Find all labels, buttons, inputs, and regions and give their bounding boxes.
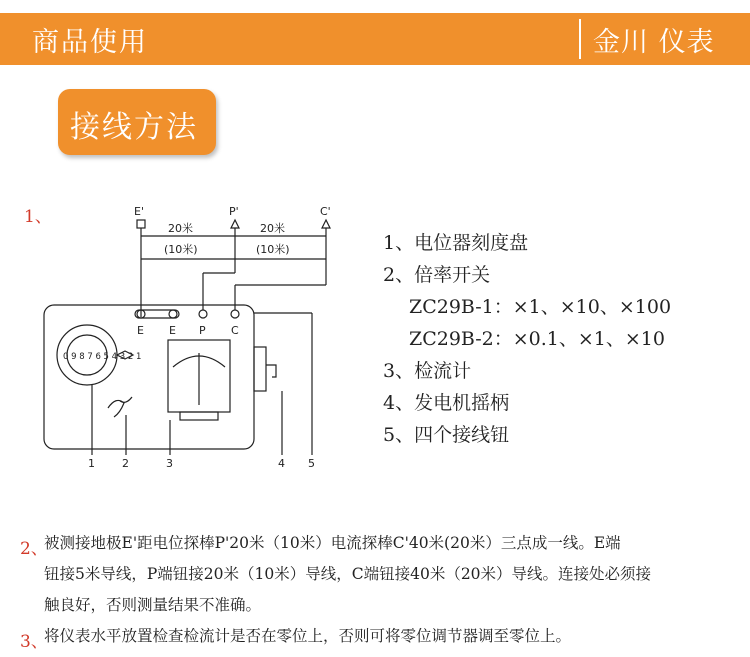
callout-4: 4 bbox=[278, 457, 285, 470]
header-title: 商品使用 bbox=[32, 27, 148, 58]
terminal-label-c: C bbox=[231, 324, 239, 337]
crank-handle bbox=[266, 365, 276, 377]
terminal-p bbox=[199, 310, 207, 318]
step2-line-2: 钮接5米导线，P端钮接20米（10米）导线，C端钮接40米（20米）导线。连接处必须接 bbox=[44, 565, 652, 583]
wiring-diagram bbox=[30, 195, 375, 495]
distance-ep-alt: (10米) bbox=[164, 243, 198, 256]
wiring-diagram-svg bbox=[30, 195, 375, 495]
rod-label-c: C' bbox=[320, 205, 331, 218]
legend-item: 4、发电机摇柄 bbox=[383, 392, 510, 414]
crank-housing bbox=[254, 347, 266, 391]
terminal-c bbox=[231, 310, 239, 318]
step2-line-3: 触良好，否则测量结果不准确。 bbox=[44, 596, 262, 614]
instrument-body bbox=[44, 305, 254, 449]
legend-item: 2、倍率开关 bbox=[383, 264, 491, 286]
rod-label-e: E' bbox=[134, 205, 144, 218]
callout-3: 3 bbox=[166, 457, 173, 470]
brand-name: 金川 仪表 bbox=[593, 27, 715, 58]
distance-ep: 20米 bbox=[168, 222, 193, 235]
terminal-label-e2: E bbox=[169, 324, 176, 337]
ground-rod-p-marker bbox=[231, 220, 239, 228]
callout-2: 2 bbox=[122, 457, 129, 470]
distance-pc-alt: (10米) bbox=[256, 243, 290, 256]
terminal-label-p: P bbox=[199, 324, 206, 337]
terminal-label-e1: E bbox=[137, 324, 144, 337]
header-divider bbox=[579, 19, 581, 59]
e-e-link-bar bbox=[135, 310, 179, 318]
ground-rod-c-marker bbox=[322, 220, 330, 228]
step2-line-1: 被测接地极E'距电位探棒P'20米（10米）电流探棒C'40米(20米）三点成一线。E端 bbox=[44, 534, 621, 552]
legend-item: ZC29B-2：×0.1、×1、×10 bbox=[409, 328, 665, 350]
callout-1: 1 bbox=[88, 457, 95, 470]
legend-item: 3、检流计 bbox=[383, 360, 472, 382]
legend-item: 1、电位器刻度盘 bbox=[383, 232, 529, 254]
distance-pc: 20米 bbox=[260, 222, 285, 235]
section-title: 接线方法 bbox=[70, 110, 198, 145]
ground-rod-e-marker bbox=[137, 220, 145, 228]
legend-item: 5、四个接线钮 bbox=[383, 424, 510, 446]
step3-number: 3、 bbox=[20, 632, 48, 652]
callout-5: 5 bbox=[308, 457, 315, 470]
legend-item: ZC29B-1：×1、×10、×100 bbox=[409, 296, 672, 318]
step1-number: 1、 bbox=[24, 207, 52, 227]
rod-label-p: P' bbox=[229, 205, 239, 218]
header-bar bbox=[0, 13, 750, 65]
step2-number: 2、 bbox=[20, 539, 48, 559]
step3-text: 将仪表水平放置检查检流计是否在零位上，否则可将零位调节器调至零位上。 bbox=[44, 627, 572, 645]
terminal-e2 bbox=[169, 310, 177, 318]
dial-numbers: 0 9 8 7 6 5 4 3 2 1 bbox=[63, 352, 142, 362]
multiplier-switch bbox=[108, 400, 124, 417]
section-title-badge bbox=[58, 89, 216, 155]
